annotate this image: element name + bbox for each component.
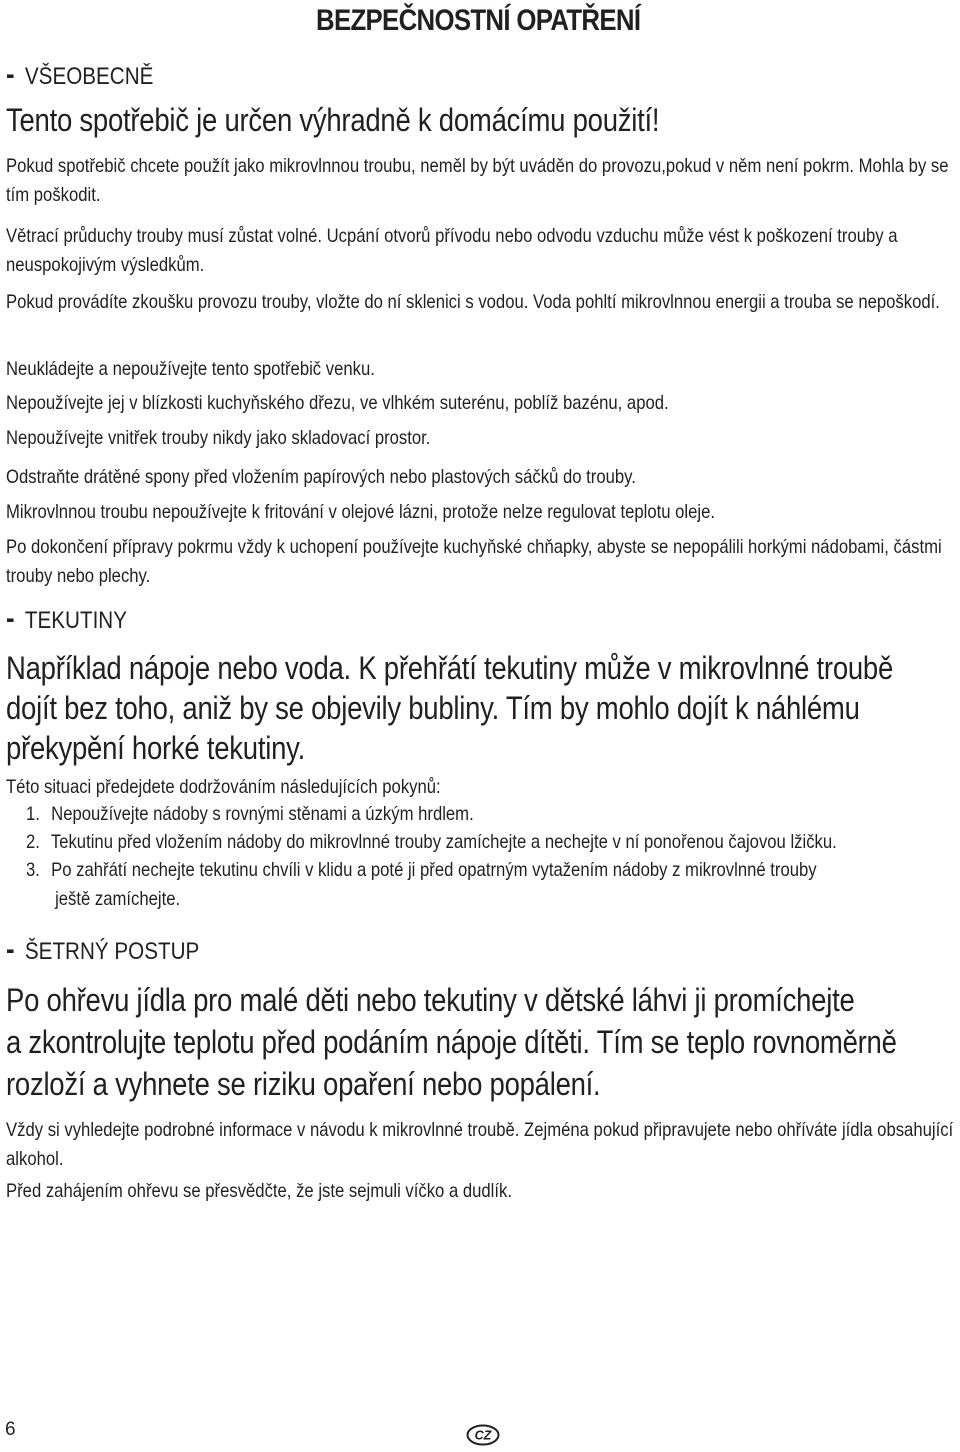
page-number: 6 — [5, 1419, 16, 1440]
paragraph: Větrací průduchy trouby musí zůstat volné. Ucpání otvorů přívodu nebo odvodu vzduchu může vést k poškození trouby a neuspokojivým výsledkům. — [6, 225, 898, 276]
paragraph: Vždy si vyhledejte podrobné informace v návodu k mikrovlnné troubě. Zejména pokud připravujete nebo ohříváte jídla obsahující alkohol. — [6, 1119, 954, 1170]
paragraph: Odstraňte drátěné spony před vložením papírových nebo plastových sáčků do trouby. — [6, 466, 636, 488]
paragraph: Po dokončení přípravy pokrmu vždy k uchopení používejte kuchyňské chňapky, abyste se nepopálili horkými nádobami, částmi trouby nebo plechy. — [6, 536, 942, 587]
section-label: VŠEOBECNĚ — [24, 63, 154, 90]
liquids-intro: Této situaci předejdete dodržováním následujících pokynů: — [6, 776, 441, 798]
list-item-text: Po zahřátí nechejte tekutinu chvíli v klidu a poté ji před opatrným vytažením nádoby z mikrovlnné trouby — [51, 859, 817, 881]
page-title: BEZPEČNOSTNÍ OPATŘENÍ — [316, 4, 641, 37]
liquids-lead-line: dojít bez toho, aniž by se objevily bubliny. Tím by mohlo dojít k náhlému — [6, 690, 860, 726]
gentle-lead-line: Po ohřevu jídla pro malé děti nebo tekutiny v dětské láhvi ji promíchejte — [6, 982, 855, 1018]
list-item-text: Tekutinu před vložením nádoby do mikrovlnné trouby zamíchejte a nechejte v ní ponořenou čajovou lžičku. — [50, 831, 837, 853]
section-dash: - — [6, 602, 15, 635]
list-item-text: Nepoužívejte nádoby s rovnými stěnami a úzkým hrdlem. — [51, 803, 474, 825]
list-item-number: 2. — [26, 831, 40, 853]
paragraph: Pokud provádíte zkoušku provozu trouby, vložte do ní sklenici s vodou. Voda pohltí mikrovlnnou energii a trouba se nepoškodí. — [6, 291, 940, 313]
country-code-badge — [466, 1424, 500, 1451]
country-code-text: CZ — [474, 1428, 492, 1443]
paragraph: Mikrovlnnou troubu nepoužívejte k fritování v olejové lázni, protože nelze regulovat teplotu oleje. — [6, 501, 716, 523]
section-heading-gentle — [6, 933, 199, 967]
list-item-continuation: ještě zamíchejte. — [55, 888, 181, 910]
section-dash: - — [6, 933, 15, 966]
paragraph: Před zahájením ohřevu se přesvědčte, že jste sejmuli víčko a dudlík. — [6, 1180, 512, 1202]
section-heading-general — [6, 58, 153, 92]
general-lead: Tento spotřebič je určen výhradně k domácímu použití! — [6, 102, 660, 138]
list-item — [26, 800, 958, 829]
liquids-lead-line: překypění horké tekutiny. — [6, 730, 305, 766]
paragraph: Pokud spotřebič chcete použít jako mikrovlnnou troubu, neměl by být uváděn do provozu,pokud v něm není pokrm. Mohla by se tím poškodit. — [6, 155, 949, 206]
paragraph: Nepoužívejte jej v blízkosti kuchyňského dřezu, ve vlhkém suterénu, poblíž bazénu, apod. — [6, 392, 669, 414]
section-label: ŠETRNÝ POSTUP — [24, 938, 200, 965]
paragraph: Neukládejte a nepoužívejte tento spotřebič venku. — [6, 358, 375, 380]
section-heading-liquids — [6, 602, 127, 636]
country-badge-icon — [466, 1424, 500, 1446]
gentle-lead-line: a zkontrolujte teplotu před podáním nápoje dítěti. Tím se teplo rovnoměrně — [6, 1024, 897, 1060]
gentle-lead-line: rozloží a vyhnete se riziku opaření nebo popálení. — [6, 1066, 601, 1102]
section-dash: - — [6, 58, 15, 91]
list-item — [26, 856, 958, 914]
liquids-lead-line: Například nápoje nebo voda. K přehřátí tekutiny může v mikrovlnné troubě — [6, 650, 894, 686]
list-item-number: 3. — [26, 859, 40, 881]
paragraph: Nepoužívejte vnitřek trouby nikdy jako skladovací prostor. — [6, 427, 431, 449]
section-label: TEKUTINY — [24, 607, 127, 634]
list-item-number: 1. — [26, 803, 40, 825]
list-item — [26, 828, 958, 857]
